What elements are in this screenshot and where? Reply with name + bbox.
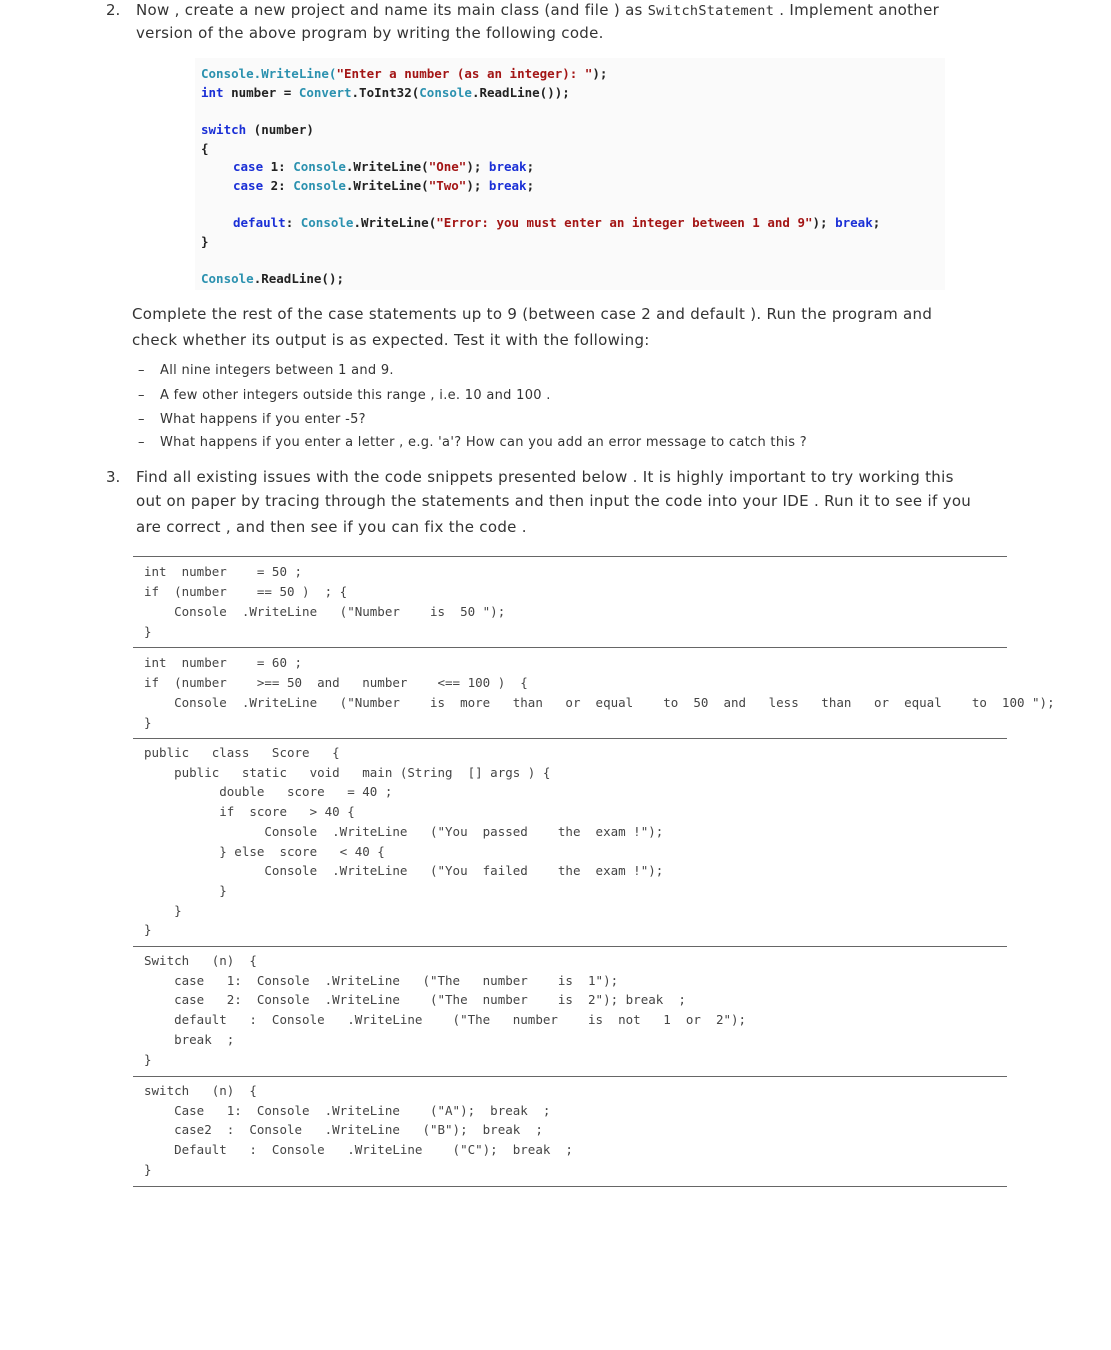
divider bbox=[133, 1186, 1007, 1187]
question-3-line-3: are correct , and then see if you can fix the code . bbox=[136, 518, 527, 536]
bullet-item: – What happens if you enter -5? bbox=[138, 412, 366, 427]
code-line-5: case 1: Console.WriteLine("One"); break; bbox=[233, 159, 535, 174]
divider bbox=[133, 946, 1007, 947]
snippet-2: int number = 60 ; if (number >== 50 and number <== 100 ) { Console .WriteLine ("Number is more than or equal to 50 and less than or equal to 100 "); } bbox=[144, 655, 1055, 730]
bullet-item: – All nine integers between 1 and 9. bbox=[138, 363, 394, 378]
code-line-8: } bbox=[201, 234, 209, 249]
bullet-item: – A few other integers outside this range , i.e. 10 and 100 . bbox=[138, 388, 551, 403]
code-line-4: { bbox=[201, 141, 209, 156]
question-2-number: 2. bbox=[106, 1, 121, 19]
snippet-1: int number = 50 ; if (number == 50 ) ; { Console .WriteLine ("Number is 50 "); } bbox=[144, 564, 506, 639]
code-line-3: switch (number) bbox=[201, 122, 314, 137]
question-2-line-1-tail: . Implement another bbox=[779, 1, 940, 19]
instruction-line-2: check whether its output is as expected. Test it with the following: bbox=[132, 331, 650, 349]
class-name: SwitchStatement bbox=[647, 3, 775, 19]
code-line-2: int number = Convert.ToInt32(Console.ReadLine()); bbox=[201, 85, 570, 100]
question-2-line-2: version of the above program by writing the following code. bbox=[136, 24, 604, 42]
divider bbox=[133, 1076, 1007, 1077]
code-line-7: default: Console.WriteLine("Error: you must enter an integer between 1 and 9"); break; bbox=[233, 215, 881, 230]
snippet-5: switch (n) { Case 1: Console .WriteLine ("A"); break ; case2 : Console .WriteLine ("B"); break ; Default : Console .WriteLine ("C"); break ; } bbox=[144, 1083, 573, 1177]
question-2-line-1-text: Now , create a new project and name its main class (and file ) as bbox=[136, 1, 643, 19]
code-line-9: Console.ReadLine(); bbox=[201, 271, 344, 286]
question-3-line-1: Find all existing issues with the code snippets presented below . It is highly important to try working this bbox=[136, 468, 954, 486]
code-line-1: Console.WriteLine("Enter a number (as an integer): "); bbox=[201, 66, 608, 81]
question-3-number: 3. bbox=[106, 468, 121, 486]
snippet-4: Switch (n) { case 1: Console .WriteLine ("The number is 1"); case 2: Console .WriteLine ("The number is 2"); break ; default : Console .WriteLine ("The number is not 1 or 2"); break ; } bbox=[144, 953, 747, 1067]
divider bbox=[133, 556, 1007, 557]
question-2-line-1 bbox=[136, 1, 939, 19]
question-3-line-2: out on paper by tracing through the statements and then input the code into your IDE . Run it to see if you bbox=[136, 492, 972, 510]
code-line-6: case 2: Console.WriteLine("Two"); break; bbox=[233, 178, 535, 193]
bullet-item: – What happens if you enter a letter , e.g. 'a'? How can you add an error message to catch this ? bbox=[138, 435, 807, 450]
snippet-3: public class Score { public static void main (String [] args ) { double score = 40 ; if score > 40 { Console .WriteLine ("You passed the exam !"); } else score < 40 { Console .WriteLine ("You failed the exam !"); } } } bbox=[144, 745, 664, 938]
instruction-line-1: Complete the rest of the case statements up to 9 (between case 2 and default ). Run the program and bbox=[132, 305, 933, 323]
divider bbox=[133, 738, 1007, 739]
divider bbox=[133, 647, 1007, 648]
